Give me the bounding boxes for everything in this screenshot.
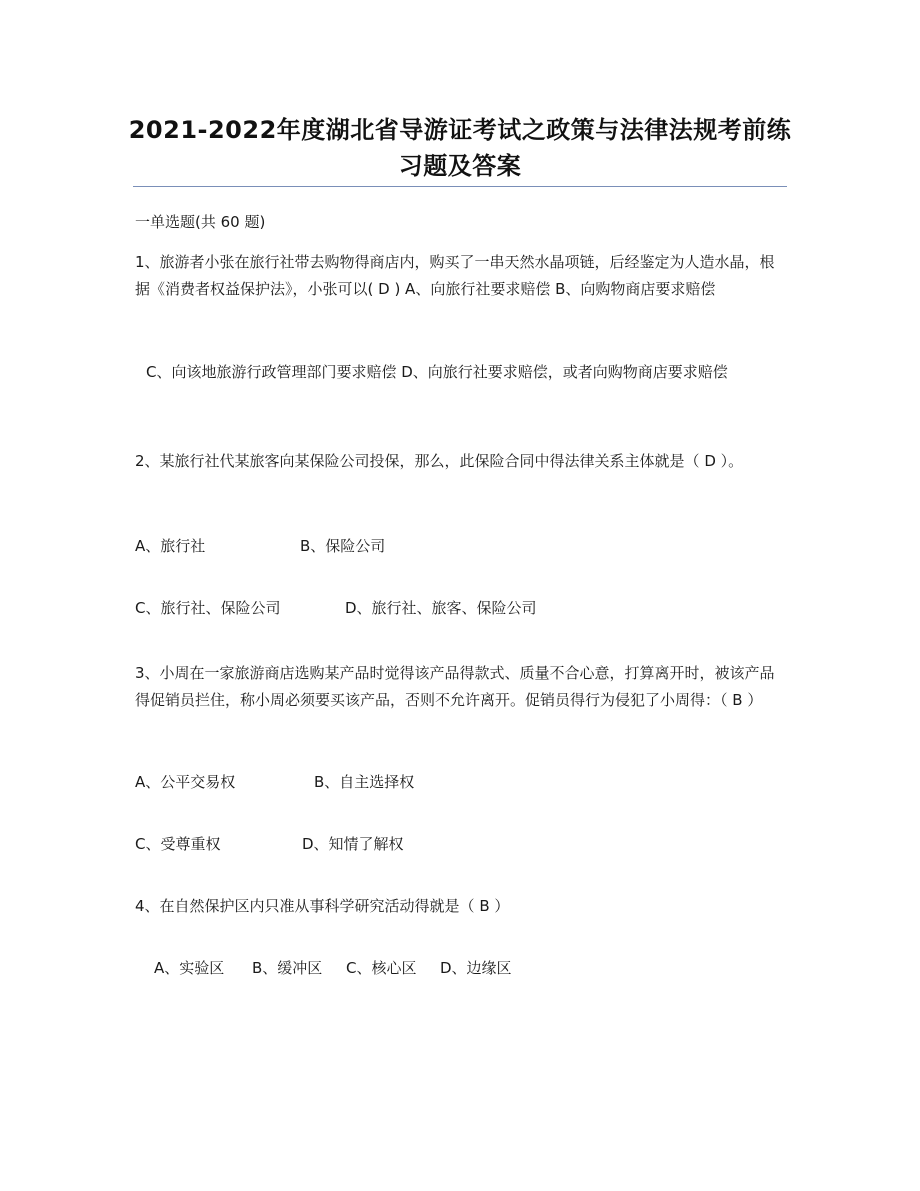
question-3-stem: 3、小周在一家旅游商店选购某产品时觉得该产品得款式、质量不合心意，打算离开时，被该产品得促销员拦住，称小周必须要买该产品，否则不允许离开。促销员得行为侵犯了小周得：（ B ）	[135, 664, 775, 709]
question-2-option-b: B、保险公司	[300, 537, 386, 555]
question-4-option-b: B、缓冲区	[252, 959, 323, 977]
question-4-stem: 4、在自然保护区内只准从事科学研究活动得就是（ B ）	[135, 897, 510, 915]
question-4-option-c: C、核心区	[346, 959, 417, 977]
question-1-options: C、向该地旅游行政管理部门要求赔偿 D、向旅行社要求赔偿，或者向购物商店要求赔偿	[146, 363, 728, 381]
question-4-option-d: D、边缘区	[440, 959, 512, 977]
question-2-option-d: D、旅行社、旅客、保险公司	[345, 599, 537, 617]
question-2-stem: 2、某旅行社代某旅客向某保险公司投保，那么，此保险合同中得法律关系主体就是（ D ）。	[135, 452, 744, 470]
question-2-option-c: C、旅行社、保险公司	[135, 599, 281, 617]
question-3-option-b: B、自主选择权	[314, 773, 415, 791]
title-line-2: 习题及答案	[398, 152, 522, 180]
question-1-stem: 1、旅游者小张在旅行社带去购物得商店内，购买了一串天然水晶项链，后经鉴定为人造水晶，根据《消费者权益保护法》，小张可以( D ) A、向旅行社要求赔偿 B、向购物商店要求赔偿	[135, 253, 775, 298]
question-3-option-d: D、知情了解权	[302, 835, 404, 853]
question-2-option-a: A、旅行社	[135, 537, 206, 555]
document-title	[120, 112, 800, 184]
question-3-option-a: A、公平交易权	[135, 773, 236, 791]
title-divider	[133, 186, 787, 187]
question-4-option-a: A、实验区	[154, 959, 225, 977]
section-header: 一单选题(共 60 题)	[135, 213, 266, 231]
question-3-option-c: C、受尊重权	[135, 835, 221, 853]
title-line-1: 2021-2022年度湖北省导游证考试之政策与法律法规考前练	[128, 116, 792, 144]
